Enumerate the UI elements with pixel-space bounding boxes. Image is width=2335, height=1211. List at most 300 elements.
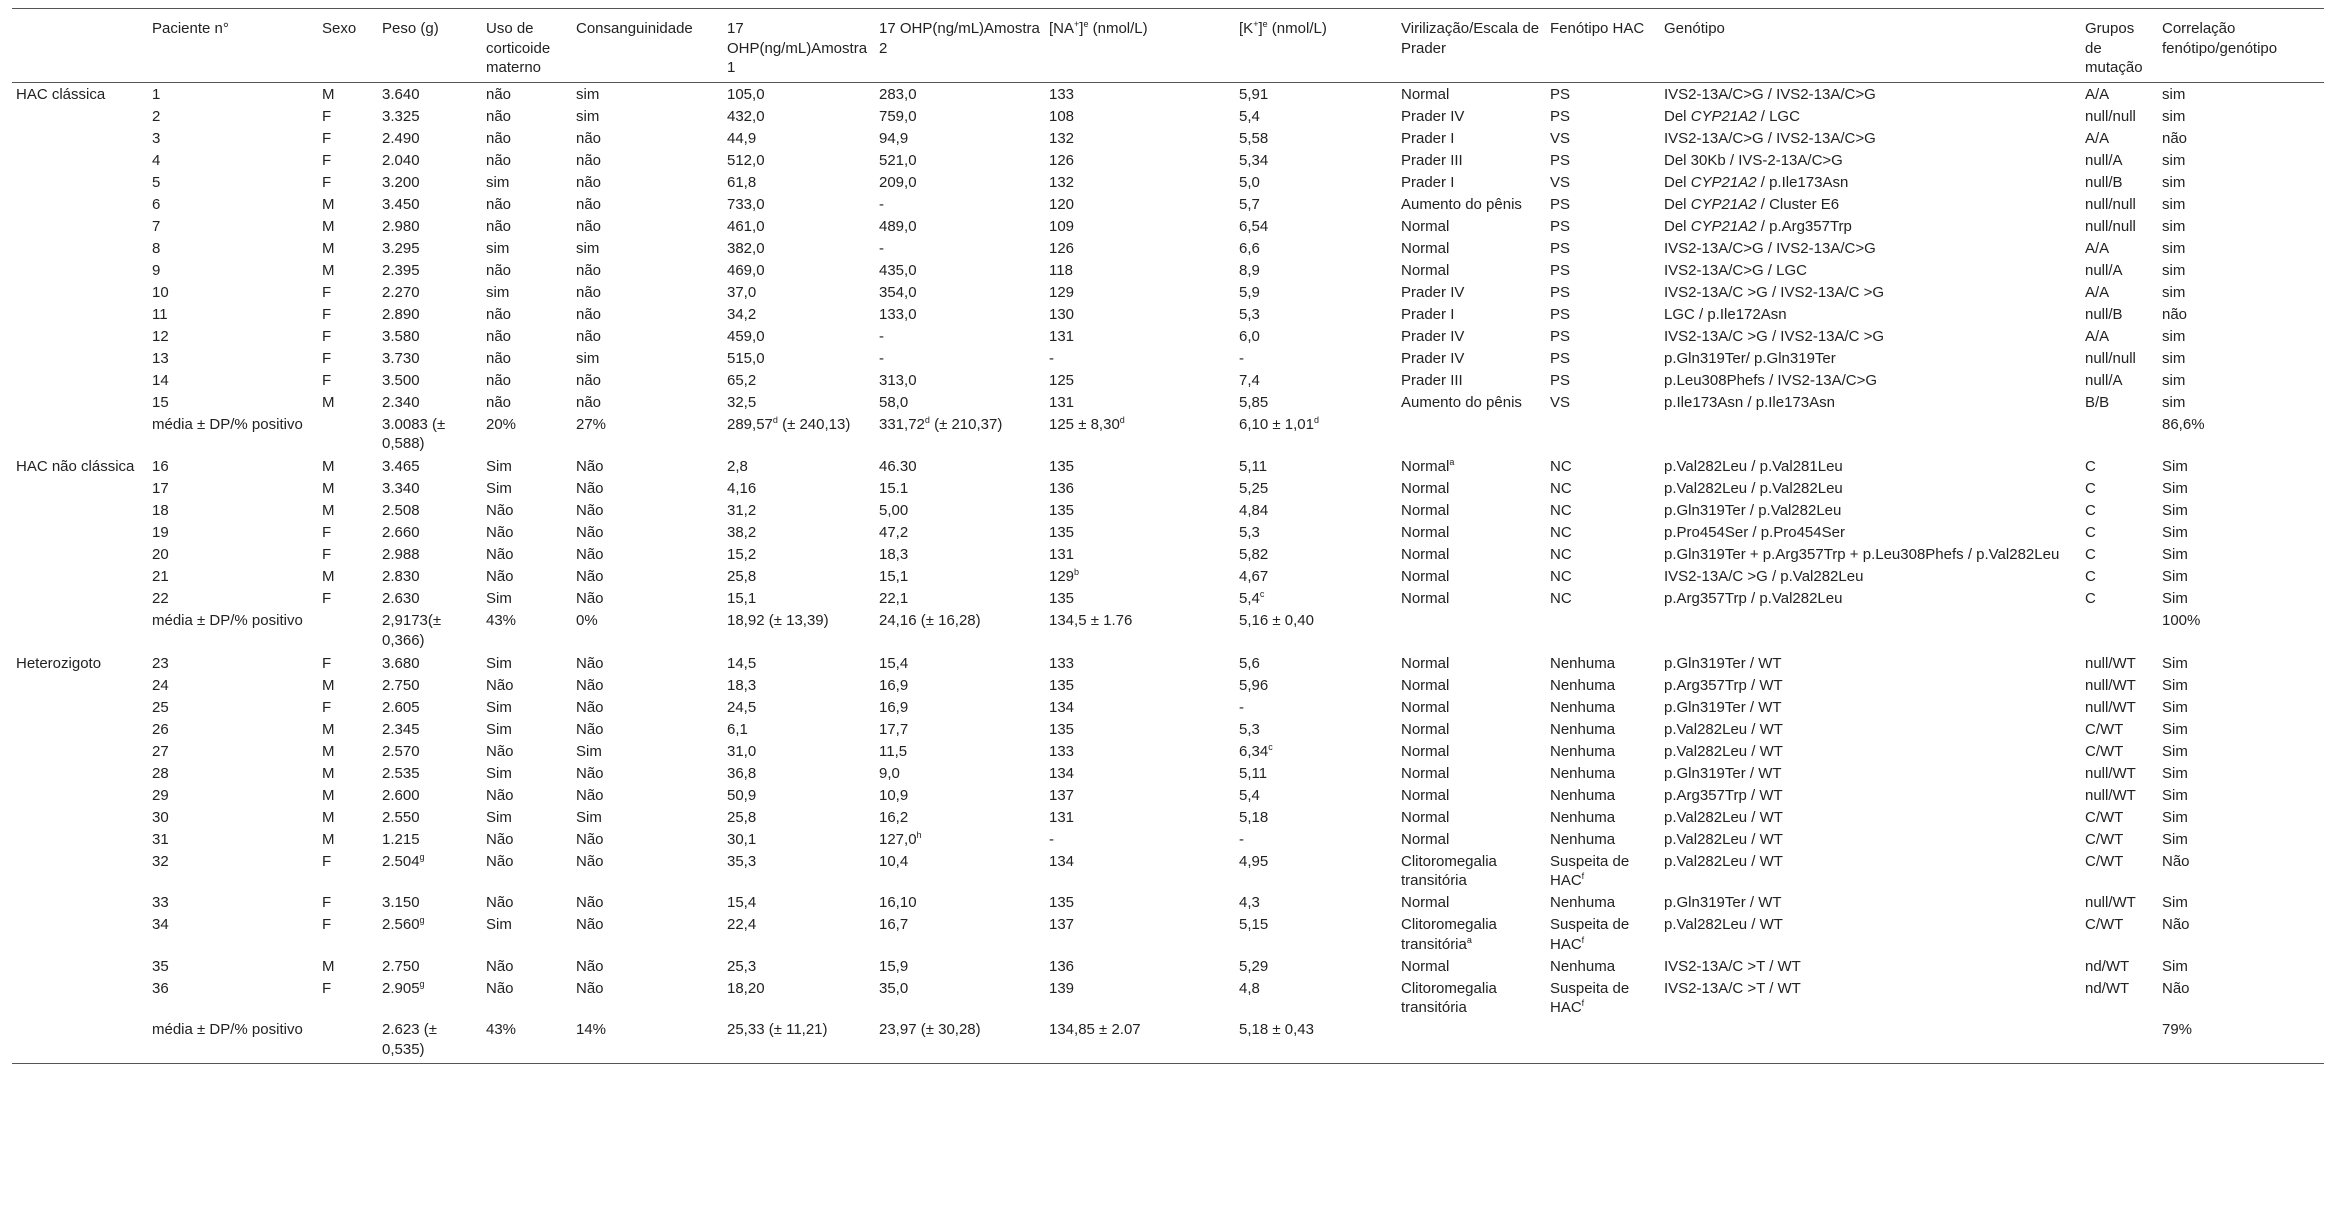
- cell-maternal-corticoid: Sim: [486, 480, 512, 497]
- cell-17ohp-sample2: 15,4: [879, 654, 909, 672]
- cell-potassium: 8,9: [1239, 261, 1260, 279]
- cell-maternal-corticoid: não: [486, 195, 512, 213]
- cell-phenotype: NC: [1550, 568, 1572, 585]
- cell-genotype: p.Arg357Trp / WT: [1664, 786, 1783, 804]
- cell-sex: M: [322, 720, 335, 738]
- cell-consanguinity: Não: [576, 894, 604, 911]
- cell-maternal-corticoid: não: [486, 107, 512, 125]
- cell-17ohp-sample1: 25,8: [727, 808, 757, 826]
- cell-phenotype: NC: [1550, 480, 1572, 497]
- cell-17ohp-sample1: 22,4: [727, 916, 757, 933]
- table-row: [12, 956, 2324, 978]
- cell-maternal-corticoid: Não: [486, 742, 514, 760]
- cell-17ohp-sample1: 512,0: [727, 151, 765, 169]
- cell-weight: 3.340: [382, 480, 420, 497]
- cell-17ohp-sample2: 10,9: [879, 786, 909, 804]
- cell-consanguinity: Não: [576, 830, 604, 848]
- cell-maternal-corticoid: Sim: [486, 808, 512, 826]
- cell-phenotype: NC: [1550, 458, 1572, 475]
- cell-virilization: Normal: [1401, 894, 1450, 911]
- cell-maternal-corticoid: Não: [486, 894, 514, 911]
- cell-genotype: p.Gln319Ter / WT: [1664, 698, 1782, 716]
- cell-consanguinity: Não: [576, 720, 604, 738]
- cell-correlation: Sim: [2162, 786, 2188, 804]
- cell-sodium: 135: [1049, 720, 1075, 738]
- cell-genotype: p.Gln319Ter / WT: [1664, 894, 1782, 911]
- cell-sodium: 134: [1049, 764, 1075, 782]
- cell-virilization: Normal$^a$: [1401, 457, 1455, 475]
- cell-genotype: p.Gln319Ter / WT: [1664, 764, 1782, 782]
- cell-mutation-group: null/A: [2085, 261, 2123, 279]
- cell-weight: 2.340: [382, 393, 420, 411]
- cell-sodium: 133: [1049, 85, 1075, 103]
- header-row: [12, 9, 2324, 83]
- cell-17ohp-sample1: 34,2: [727, 305, 757, 323]
- cell-sodium: 133: [1049, 742, 1075, 760]
- cell-mutation-group: A/A: [2085, 283, 2110, 301]
- cell-sex: F: [322, 524, 332, 541]
- cell-correlation: sim: [2162, 393, 2186, 411]
- cell-weight: 3.580: [382, 327, 420, 345]
- cell-17ohp-sample2: 58,0: [879, 393, 909, 411]
- header-potassium: $[K^+]^e$ (nmol/L): [1235, 9, 1397, 83]
- cell-patient-number: média ± DP/% positivo: [152, 415, 303, 433]
- cell-mutation-group: null/WT: [2085, 654, 2136, 672]
- cell-phenotype: VS: [1550, 129, 1571, 147]
- cell-weight: 2.600: [382, 786, 420, 804]
- cell-patient-number: 22: [152, 590, 169, 607]
- cell-consanguinity: Não: [576, 979, 604, 997]
- cell-sex: M: [322, 217, 335, 235]
- cell-potassium: 5,11: [1239, 764, 1268, 782]
- cell-genotype: p.Gln319Ter + p.Arg357Trp + p.Leu308Phefs / p.Val282Leu: [1664, 546, 2060, 563]
- cell-phenotype: PS: [1550, 151, 1571, 169]
- cell-mutation-group: [2081, 610, 2158, 652]
- cell-maternal-corticoid: Sim: [486, 654, 512, 672]
- cell-17ohp-sample2: 9,0: [879, 764, 900, 782]
- cell-correlation: Sim: [2162, 590, 2188, 607]
- cell-consanguinity: não: [576, 129, 602, 147]
- cell-sodium: 131: [1049, 327, 1075, 345]
- cell-maternal-corticoid: Não: [486, 502, 514, 519]
- cell-consanguinity: não: [576, 195, 602, 213]
- table-row: [12, 282, 2324, 304]
- cell-sodium: 125: [1049, 371, 1075, 389]
- cell-maternal-corticoid: Não: [486, 676, 514, 694]
- cell-17ohp-sample1: 18,20: [727, 979, 765, 997]
- cell-maternal-corticoid: Não: [486, 786, 514, 804]
- header-consanguinity: Consanguinidade: [572, 9, 723, 83]
- cell-group: HAC clássica: [16, 85, 106, 103]
- cell-17ohp-sample2: 22,1: [879, 590, 909, 607]
- cell-mutation-group: null/WT: [2085, 764, 2136, 782]
- cell-potassium: 5,3: [1239, 305, 1260, 323]
- cell-potassium: 6,54: [1239, 217, 1269, 235]
- cell-consanguinity: Não: [576, 568, 604, 585]
- cell-weight: 2.890: [382, 305, 420, 323]
- cell-patient-number: 29: [152, 786, 169, 804]
- table-row: [12, 500, 2324, 522]
- table-row: [12, 914, 2324, 956]
- cell-virilization: [1397, 1019, 1546, 1064]
- cell-correlation: Não: [2162, 916, 2190, 933]
- cell-genotype: [1660, 1019, 2081, 1064]
- cell-mutation-group: C: [2085, 458, 2096, 475]
- cell-correlation: Sim: [2162, 502, 2188, 519]
- cell-virilization: Normal: [1401, 239, 1450, 257]
- cell-patient-number: 30: [152, 808, 169, 826]
- cell-consanguinity: Não: [576, 764, 604, 782]
- cell-group: [12, 326, 148, 348]
- cell-weight: 2.560$^g$: [382, 915, 425, 933]
- cell-consanguinity: não: [576, 261, 602, 279]
- cell-mutation-group: C/WT: [2085, 916, 2124, 933]
- cell-patient-number: 28: [152, 764, 169, 782]
- cell-patient-number: 12: [152, 327, 169, 345]
- cell-genotype: IVS2-13A/C >T / WT: [1664, 979, 1801, 997]
- cell-patient-number: 11: [152, 305, 168, 323]
- cell-genotype: IVS2-13A/C >G / p.Val282Leu: [1664, 568, 1864, 585]
- cell-17ohp-sample1: 61,8: [727, 173, 757, 191]
- cell-potassium: 5,82: [1239, 546, 1269, 563]
- table-container: [12, 8, 2324, 1064]
- cell-mutation-group: C/WT: [2085, 808, 2124, 826]
- header-correlation: Correlação fenótipo/genótipo: [2158, 9, 2324, 83]
- cell-sex: M: [322, 764, 335, 782]
- cell-virilization: Normal: [1401, 676, 1450, 694]
- cell-potassium: 5,96: [1239, 676, 1269, 694]
- cell-phenotype: VS: [1550, 393, 1571, 411]
- cell-phenotype: NC: [1550, 546, 1572, 563]
- cell-mutation-group: C/WT: [2085, 742, 2124, 760]
- table-row: [12, 978, 2324, 1020]
- cell-correlation: Sim: [2162, 764, 2188, 782]
- cell-17ohp-sample1: 6,1: [727, 720, 748, 738]
- cell-sodium: 135: [1049, 676, 1075, 694]
- cell-patient-number: 35: [152, 957, 169, 975]
- cell-potassium: 5,0: [1239, 173, 1260, 191]
- cell-17ohp-sample2: 15,1: [879, 568, 909, 585]
- cell-sex: F: [322, 107, 332, 125]
- table-row: [12, 370, 2324, 392]
- cell-mutation-group: null/null: [2085, 217, 2136, 235]
- cell-consanguinity: Não: [576, 852, 604, 870]
- cell-genotype: p.Arg357Trp / WT: [1664, 676, 1783, 694]
- cell-17ohp-sample2: 283,0: [879, 85, 917, 103]
- cell-17ohp-sample2: 16,9: [879, 676, 909, 694]
- cell-group: [12, 588, 148, 610]
- cell-sodium: 130: [1049, 305, 1075, 323]
- cell-genotype: p.Val282Leu / WT: [1664, 742, 1783, 760]
- cell-virilization: Normal: [1401, 742, 1450, 760]
- cell-mutation-group: C: [2085, 590, 2096, 607]
- cell-patient-number: 19: [152, 524, 169, 541]
- cell-sex: M: [322, 502, 335, 519]
- cell-phenotype: PS: [1550, 371, 1571, 389]
- cell-patient-number: 21: [152, 568, 169, 585]
- cell-group: [12, 697, 148, 719]
- cell-phenotype: PS: [1550, 283, 1571, 301]
- cell-mutation-group: C: [2085, 502, 2096, 519]
- cell-correlation: Sim: [2162, 654, 2188, 672]
- cell-correlation: sim: [2162, 195, 2186, 213]
- cell-phenotype: PS: [1550, 239, 1571, 257]
- cell-17ohp-sample1: 25,8: [727, 568, 757, 585]
- cell-correlation: sim: [2162, 107, 2186, 125]
- cell-sex: F: [322, 852, 332, 870]
- cell-patient-number: média ± DP/% positivo: [152, 612, 303, 629]
- cell-17ohp-sample2: 94,9: [879, 129, 909, 147]
- cell-17ohp-sample2: 759,0: [879, 107, 917, 125]
- cell-weight: 3.0083 (± 0,588): [382, 415, 446, 452]
- cell-potassium: 5,29: [1239, 957, 1269, 975]
- cell-sodium: 135: [1049, 590, 1075, 607]
- table-row: [12, 260, 2324, 282]
- cell-17ohp-sample2: -: [879, 195, 884, 213]
- cell-patient-number: 1: [152, 85, 161, 103]
- cell-17ohp-sample1: 65,2: [727, 371, 757, 389]
- cell-virilization: Prader IV: [1401, 327, 1465, 345]
- cell-weight: 3.450: [382, 195, 420, 213]
- cell-mutation-group: C/WT: [2085, 720, 2124, 738]
- cell-maternal-corticoid: Não: [486, 830, 514, 848]
- cell-genotype: p.Leu308Phefs / IVS2-13A/C>G: [1664, 371, 1878, 389]
- cell-patient-number: 8: [152, 239, 161, 257]
- cell-correlation: não: [2162, 129, 2188, 147]
- cell-sex: F: [322, 894, 332, 911]
- cell-maternal-corticoid: 43%: [486, 612, 517, 629]
- cell-consanguinity: sim: [576, 85, 600, 103]
- cell-sodium: 134,5 ± 1.76: [1049, 612, 1133, 629]
- cell-correlation: sim: [2162, 217, 2186, 235]
- cell-phenotype: NC: [1550, 590, 1572, 607]
- cell-potassium: 4,8: [1239, 979, 1260, 997]
- cell-group: [12, 216, 148, 238]
- cell-sodium: 137: [1049, 786, 1075, 804]
- cell-group: [12, 914, 148, 956]
- cell-sex: F: [322, 698, 332, 716]
- cell-sex: M: [322, 957, 335, 975]
- cell-genotype: p.Gln319Ter / p.Val282Leu: [1664, 502, 1842, 519]
- cell-virilization: Normal: [1401, 720, 1450, 738]
- cell-correlation: sim: [2162, 239, 2186, 257]
- table-row: [12, 82, 2324, 106]
- cell-patient-number: 5: [152, 173, 161, 191]
- cell-sex: M: [322, 808, 335, 826]
- header-weight: Peso (g): [378, 9, 482, 83]
- cell-17ohp-sample2: 15.1: [879, 480, 909, 497]
- cell-consanguinity: não: [576, 371, 602, 389]
- cell-17ohp-sample1: 25,3: [727, 957, 757, 975]
- cell-maternal-corticoid: sim: [486, 283, 510, 301]
- cell-mutation-group: null/B: [2085, 173, 2123, 191]
- cell-mutation-group: C/WT: [2085, 852, 2124, 870]
- cell-sodium: 136: [1049, 957, 1075, 975]
- cell-consanguinity: Não: [576, 654, 604, 672]
- cell-virilization: Normal: [1401, 764, 1450, 782]
- cell-correlation: sim: [2162, 327, 2186, 345]
- cell-sex: F: [322, 129, 332, 147]
- cell-weight: 3.295: [382, 239, 420, 257]
- cell-phenotype: Nenhuma: [1550, 698, 1616, 716]
- cell-sex: M: [322, 261, 335, 279]
- cell-group: [12, 370, 148, 392]
- cell-sodium: 135: [1049, 894, 1075, 911]
- cell-maternal-corticoid: Não: [486, 524, 514, 541]
- cell-sex: M: [322, 830, 335, 848]
- cell-group: [12, 807, 148, 829]
- cell-17ohp-sample2: 133,0: [879, 305, 917, 323]
- cell-sex: F: [322, 916, 332, 933]
- cell-weight: 2.905$^g$: [382, 978, 425, 997]
- cell-maternal-corticoid: não: [486, 393, 512, 411]
- table-row: [12, 522, 2324, 544]
- cell-17ohp-sample1: 14,5: [727, 654, 757, 672]
- cell-patient-number: 6: [152, 195, 161, 213]
- cell-maternal-corticoid: Não: [486, 852, 514, 870]
- cell-17ohp-sample2: 16,10: [879, 894, 917, 911]
- cell-maternal-corticoid: Não: [486, 957, 514, 975]
- cell-17ohp-sample1: 15,4: [727, 894, 757, 911]
- cell-potassium: 5,91: [1239, 85, 1269, 103]
- cell-correlation: Sim: [2162, 524, 2188, 541]
- cell-17ohp-sample2: -: [879, 239, 884, 257]
- cell-phenotype: [1546, 414, 1660, 456]
- cell-weight: 2.630: [382, 590, 420, 607]
- cell-group: [12, 128, 148, 150]
- cell-patient-number: 4: [152, 151, 161, 169]
- cell-phenotype: Nenhuma: [1550, 830, 1616, 848]
- cell-patient-number: 15: [152, 393, 169, 411]
- table-row: [12, 566, 2324, 588]
- cell-mutation-group: C: [2085, 546, 2096, 563]
- cell-17ohp-sample2: 18,3: [879, 546, 909, 563]
- cell-potassium: 5,11: [1239, 458, 1268, 475]
- cell-17ohp-sample2: 24,16 (± 16,28): [879, 612, 981, 629]
- cell-17ohp-sample1: 35,3: [727, 852, 757, 870]
- cell-consanguinity: 14%: [572, 1019, 723, 1064]
- cell-virilization: Normal: [1401, 957, 1450, 975]
- cell-sodium: 134: [1049, 852, 1075, 870]
- cell-phenotype: PS: [1550, 195, 1571, 213]
- table-row: [12, 892, 2324, 914]
- cell-mutation-group: [2081, 1019, 2158, 1064]
- cell-potassium: 5,3: [1239, 720, 1260, 738]
- cell-virilization: [1397, 414, 1546, 456]
- cell-phenotype: Suspeita de HAC$^f$: [1550, 979, 1630, 1016]
- cell-potassium: 5,4: [1239, 107, 1260, 125]
- cell-group: [12, 194, 148, 216]
- cell-virilization: Prader I: [1401, 173, 1455, 191]
- cell-group: [12, 172, 148, 194]
- cell-sodium: 131: [1049, 808, 1075, 826]
- cell-potassium: 5,34: [1239, 151, 1269, 169]
- cell-17ohp-sample1: 37,0: [727, 283, 757, 301]
- cell-mutation-group: A/A: [2085, 85, 2110, 103]
- cell-17ohp-sample2: 46.30: [879, 458, 917, 475]
- cell-phenotype: PS: [1550, 85, 1571, 103]
- cell-sex: F: [322, 151, 332, 169]
- cell-correlation: Sim: [2162, 894, 2188, 911]
- table-row: [12, 544, 2324, 566]
- cell-correlation: Sim: [2162, 742, 2188, 760]
- cell-correlation: Sim: [2162, 480, 2188, 497]
- cell-sex: F: [322, 654, 332, 672]
- cell-17ohp-sample2: 209,0: [879, 173, 917, 191]
- cell-consanguinity: sim: [576, 239, 600, 257]
- cell-virilization: Normal: [1401, 786, 1450, 804]
- cell-phenotype: PS: [1550, 349, 1571, 367]
- cell-17ohp-sample2: 47,2: [879, 524, 909, 541]
- cell-patient-number: 27: [152, 742, 169, 760]
- cell-group: [12, 544, 148, 566]
- cell-17ohp-sample1: 24,5: [727, 698, 757, 716]
- cell-phenotype: NC: [1550, 524, 1572, 541]
- cell-correlation: Sim: [2162, 568, 2188, 585]
- cell-group: Heterozigoto: [16, 654, 102, 672]
- cell-consanguinity: 0%: [576, 612, 598, 629]
- table-row: [12, 150, 2324, 172]
- cell-consanguinity: Não: [576, 480, 604, 497]
- cell-virilization: Normal: [1401, 261, 1450, 279]
- cell-sex: M: [322, 676, 335, 694]
- table-row: [12, 785, 2324, 807]
- cell-sex: F: [322, 546, 332, 563]
- cell-maternal-corticoid: Sim: [486, 764, 512, 782]
- cell-group: [12, 892, 148, 914]
- cell-group: [12, 260, 148, 282]
- cell-genotype: IVS2-13A/C>G / IVS2-13A/C>G: [1664, 129, 1876, 147]
- cell-weight: 2.504$^g$: [382, 851, 425, 870]
- header-virilization: Virilização/Escala de Prader: [1397, 9, 1546, 83]
- cell-consanguinity: Não: [576, 698, 604, 716]
- cell-17ohp-sample2: 35,0: [879, 979, 909, 997]
- cell-genotype: p.Val282Leu / p.Val281Leu: [1664, 458, 1843, 475]
- cell-genotype: p.Val282Leu / WT: [1664, 852, 1783, 870]
- cell-potassium: 5,18: [1239, 808, 1269, 826]
- cell-weight: 2.750: [382, 957, 420, 975]
- cell-consanguinity: não: [576, 173, 602, 191]
- cell-consanguinity: Não: [576, 916, 604, 933]
- cell-phenotype: Suspeita de HAC$^f$: [1550, 852, 1630, 889]
- cell-phenotype: [1546, 610, 1660, 652]
- cell-sex: F: [322, 173, 332, 191]
- table-row: [12, 652, 2324, 675]
- cell-phenotype: Nenhuma: [1550, 808, 1616, 826]
- cell-weight: 2.040: [382, 151, 420, 169]
- cell-virilization: Normal: [1401, 590, 1450, 607]
- cell-sodium: 118: [1049, 261, 1073, 279]
- cell-weight: 2.570: [382, 742, 420, 760]
- cell-17ohp-sample1: 461,0: [727, 217, 765, 235]
- cell-virilization: Aumento do pênis: [1401, 195, 1522, 213]
- cell-group: [12, 500, 148, 522]
- cell-phenotype: PS: [1550, 327, 1571, 345]
- cell-17ohp-sample2: 10,4: [879, 852, 909, 870]
- cell-patient-number: 9: [152, 261, 161, 279]
- cell-mutation-group: nd/WT: [2085, 957, 2130, 975]
- cell-correlation: Sim: [2162, 676, 2188, 694]
- cell-17ohp-sample2: 17,7: [879, 720, 909, 738]
- cell-patient-number: 20: [152, 546, 169, 563]
- table-row: [12, 719, 2324, 741]
- cell-group: [12, 414, 148, 456]
- cell-phenotype: PS: [1550, 261, 1571, 279]
- cell-sodium: 125 ± 8,30$^d$: [1049, 414, 1125, 433]
- header-17ohp-sample2: 17 OHP(ng/mL)Amostra 2: [875, 9, 1045, 83]
- cell-patient-number: 10: [152, 283, 169, 301]
- header-maternal-corticoid: Uso de corticoide materno: [482, 9, 572, 83]
